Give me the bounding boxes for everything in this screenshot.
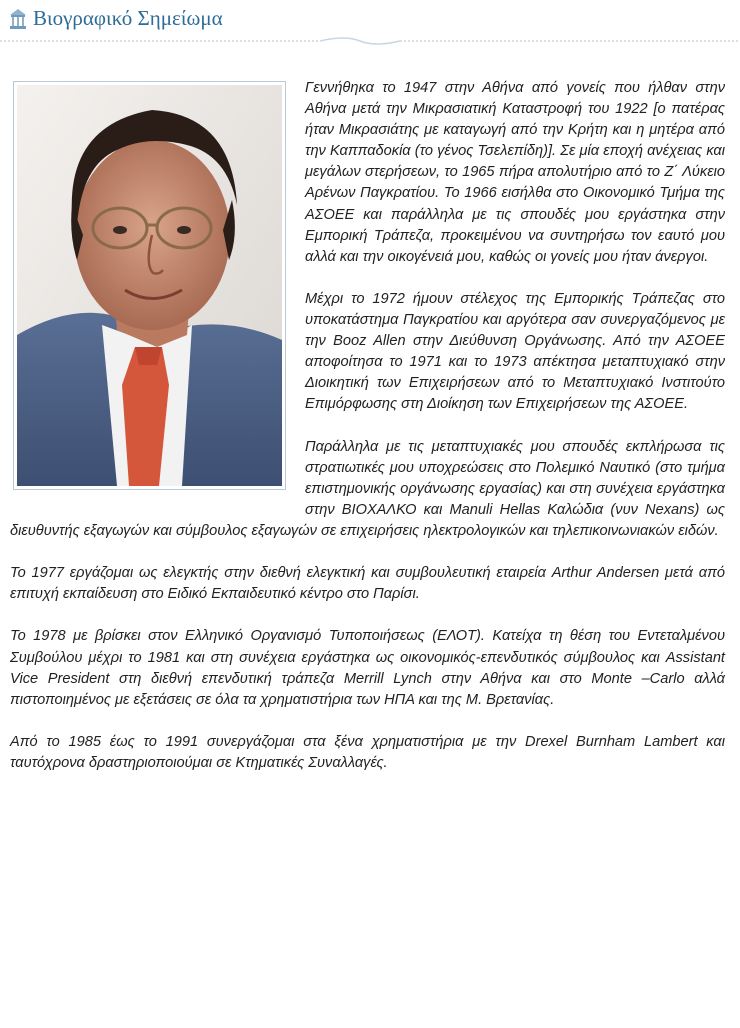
biography-paragraph-6: Από το 1985 έως το 1991 συνεργάζομαι στα ξένα χρηματιστήρια με την Drexel Burnham Lambert και ταυτόχρονα δραστηριοποιούμαι σε Κτηματικές Συναλλαγές.	[10, 733, 725, 771]
biography-paragraph-3: Παράλληλα με τις μεταπτυχιακές μου σπουδές εκπλήρωσα τις στρατιωτικές μου υποχρεώσεις στο Πολεμικό Ναυτικό (στο τμήμα επιστημονικής οργάνωσης εργασίας) και στη συνέχεια εργάστηκα στην ΒΙΟΧΑΛΚΟ και Manuli Hellas Καλώδια (νυν Nexans) ως διευθυντής εξαγωγών και σύμβουλος εξαγωγών σε επιχειρήσεις ηλεκτρολογικών και τηλεπικοινωνιακών ειδών.	[10, 438, 725, 539]
building-icon	[8, 8, 28, 30]
page-title: Βιογραφικό Σημείωμα	[33, 6, 223, 30]
biography-paragraph-4: Το 1977 εργάζομαι ως ελεγκτής στην διεθνή ελεγκτική και συμβουλευτική εταιρεία Arthur Andersen μετά από επιτυχή εκπαίδευση στο Ειδικό Εκπαιδευτικό κέντρο στο Παρίσι.	[10, 565, 725, 603]
biography-text	[10, 78, 725, 795]
header-divider	[0, 36, 740, 46]
biography-paragraph-2: Μέχρι το 1972 ήμουν στέλεχος της Εμπορικής Τράπεζας στο υποκατάστημα Παγκρατίου και αργότερα σαν συνεργαζόμενος με την Booz Allen στην Διεύθυνση Οργάνωσης. Από την ΑΣΟΕΕ αποφοίτησα το 1971 και το 1973 απέκτησα μεταπτυχιακό στην Διοικητική των Επιχειρήσεων από το Μεταπτυχιακό Ινστιτούτο Επιμόρφωσης στη Διοίκηση των Επιχειρήσεων της ΑΣΟΕΕ.	[305, 290, 725, 413]
photo-spacer	[10, 78, 305, 509]
biography-paragraph-5: Το 1978 με βρίσκει στον Ελληνικό Οργανισμό Τυποποιήσεως (ΕΛΟΤ). Κατείχα τη θέση του Εντεταλμένου Συμβούλου μέχρι το 1981 και στη συνέχεια εργάστηκα ως οικονομικός-επενδυτικός σύμβουλος και Assistant Vice President στη διεθνή επενδυτική τράπεζα Merrill Lynch στην Αθήνα και στο Monte –Carlo αλλά πιστοποιημένος με εξετάσεις σε όλα τα χρηματιστήρια των ΗΠΑ και της Μ. Βρετανίας.	[10, 628, 725, 708]
biography-paragraph-1: Γεννήθηκα το 1947 στην Αθήνα από γονείς που ήλθαν στην Αθήνα μετά την Μικρασιατική Καταστροφή του 1922 [ο πατέρας ήταν Μικρασιάτης με καταγωγή από την Κρήτη και η μητέρα από την Καππαδοκία (το γένος Τσελεπίδη)]. Σε μία εποχή ανέχειας και μεγάλων στερήσεων, το 1965 πήρα απολυτήριο από το Ζ΄ Λύκειο Αρένων Παγκρατίου. Το 1966 εισήλθα στο Οικονομικό Τμήμα της ΑΣΟΕΕ και παράλληλα με τις σπουδές μου εργάστηκα στην Εμπορική Τράπεζα, προκειμένου να συντηρήσω τον εαυτό μου αλλά και την οικογένειά μου, καθώς οι γονείς μου ήταν άνεργοι.	[305, 80, 725, 265]
page-header	[0, 0, 740, 44]
